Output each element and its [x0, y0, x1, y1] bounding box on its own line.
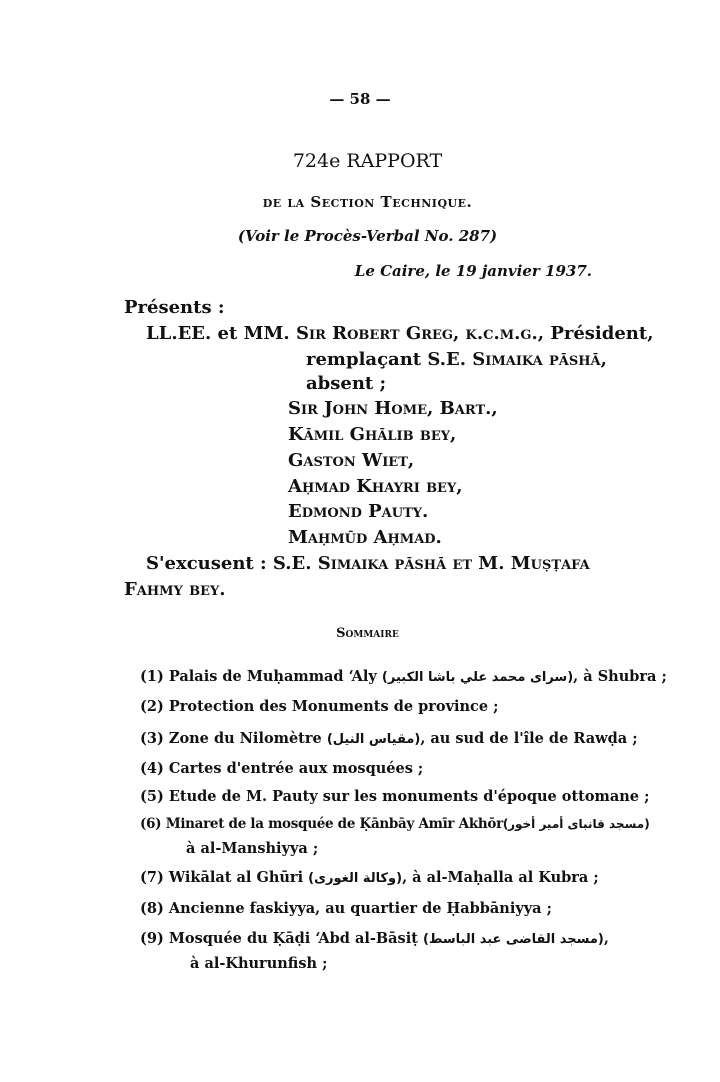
sommaire-item-7 — [140, 869, 599, 886]
item-number: (1) — [140, 668, 164, 685]
item-text: Minaret de la mosquée de Ḳānbāy Amīr Akhōr — [165, 816, 503, 832]
attendee-line-1 — [146, 323, 653, 344]
sommaire-item-1 — [140, 668, 667, 685]
presents-label: Présents : — [124, 297, 225, 318]
sommaire-item-6 — [140, 816, 649, 832]
sommaire-item-5 — [140, 788, 649, 805]
item-number: (2) — [140, 698, 164, 715]
attendee-replacing: remplaçant S.E. — [306, 349, 466, 370]
page-number: — 58 — — [329, 90, 391, 108]
report-title: 724e RAPPORT — [292, 150, 443, 172]
sommaire-item-9 — [140, 930, 609, 947]
item-number: (9) — [140, 930, 164, 947]
report-subtitle: de la Section Technique. — [262, 193, 473, 211]
item-arabic: (مسجد القاضى عبد الباسط) — [423, 932, 604, 947]
item-arabic: (مقياس النيل) — [326, 732, 421, 747]
item-text: Etude de M. Pauty sur les monuments d'époque ottomane ; — [168, 788, 650, 805]
attendee-president-name: Sir Robert Greg, k.c.m.g., — [295, 323, 545, 344]
attendee-president-role: Président, — [550, 323, 654, 344]
sommaire-item-3 — [140, 730, 638, 747]
item-number: (8) — [140, 900, 164, 917]
item-number: (3) — [140, 730, 164, 747]
excusent-line-2: Fahmy bey. — [124, 579, 226, 600]
item-text: Protection des Monuments de province ; — [168, 698, 499, 715]
item-arabic: (مسجد قانباى أمير أخور) — [502, 817, 650, 831]
sommaire-item-8 — [140, 900, 552, 917]
dateline: Le Caire, le 19 janvier 1937. — [354, 262, 592, 280]
sommaire-item-4 — [140, 760, 423, 777]
excusent-line-1 — [146, 553, 590, 574]
item-after: , — [603, 930, 609, 947]
item-number: (4) — [140, 760, 164, 777]
item-number: (6) — [140, 816, 162, 832]
item-after: , au sud de l'île de Rawḍa ; — [420, 730, 638, 747]
sommaire-item-2 — [140, 698, 499, 715]
sommaire-item-6-continuation: à al-Manshiyya ; — [186, 840, 319, 857]
item-after: , à al-Maḥalla al Kubra ; — [402, 869, 599, 886]
attendee-replaced-name: Simaika pāshā, — [472, 349, 607, 370]
item-text: Wikālat al Ghūri — [168, 869, 304, 886]
item-number: (7) — [140, 869, 164, 886]
attendee-member: Gaston Wiet, — [288, 450, 415, 471]
attendee-member: Maḥmūd Aḥmad. — [288, 527, 442, 548]
item-arabic: (سراى محمد علي باشا الكبير) — [381, 670, 574, 685]
proces-verbal-reference: (Voir le Procès-Verbal No. 287) — [237, 227, 498, 245]
attendee-member: Edmond Pauty. — [288, 501, 429, 522]
item-after: , à Shubra ; — [573, 668, 667, 685]
excusent-names: S.E. Simaika pāshā et M. Muṣṭafa — [272, 553, 590, 574]
item-text: Zone du Nilomètre — [168, 730, 322, 747]
item-arabic: (وكالة الغورى) — [308, 871, 403, 886]
item-text: Palais de Muḥammad ‘Aly — [168, 668, 377, 685]
attendee-member: Sir John Home, Bart., — [288, 398, 498, 419]
item-text: Ancienne faskiyya, au quartier de Ḥabbāniyya ; — [168, 900, 552, 917]
attendee-member: Aḥmad Khayri bey, — [288, 476, 463, 497]
sommaire-item-9-continuation: à al-Khurunfish ; — [190, 955, 328, 972]
excusent-label: S'excusent : — [146, 553, 267, 574]
attendee-member: Kāmil Ghālib bey, — [288, 424, 457, 445]
attendee-absent: absent ; — [306, 373, 387, 394]
item-text: Cartes d'entrée aux mosquées ; — [168, 760, 424, 777]
item-number: (5) — [140, 788, 164, 805]
item-text: Mosquée du Ḳāḍi ‘Abd al-Bāsiṭ — [168, 930, 418, 947]
attendee-prefix: LL.EE. et MM. — [146, 323, 290, 344]
attendee-line-2 — [306, 349, 607, 370]
sommaire-heading: Sommaire — [336, 626, 399, 641]
